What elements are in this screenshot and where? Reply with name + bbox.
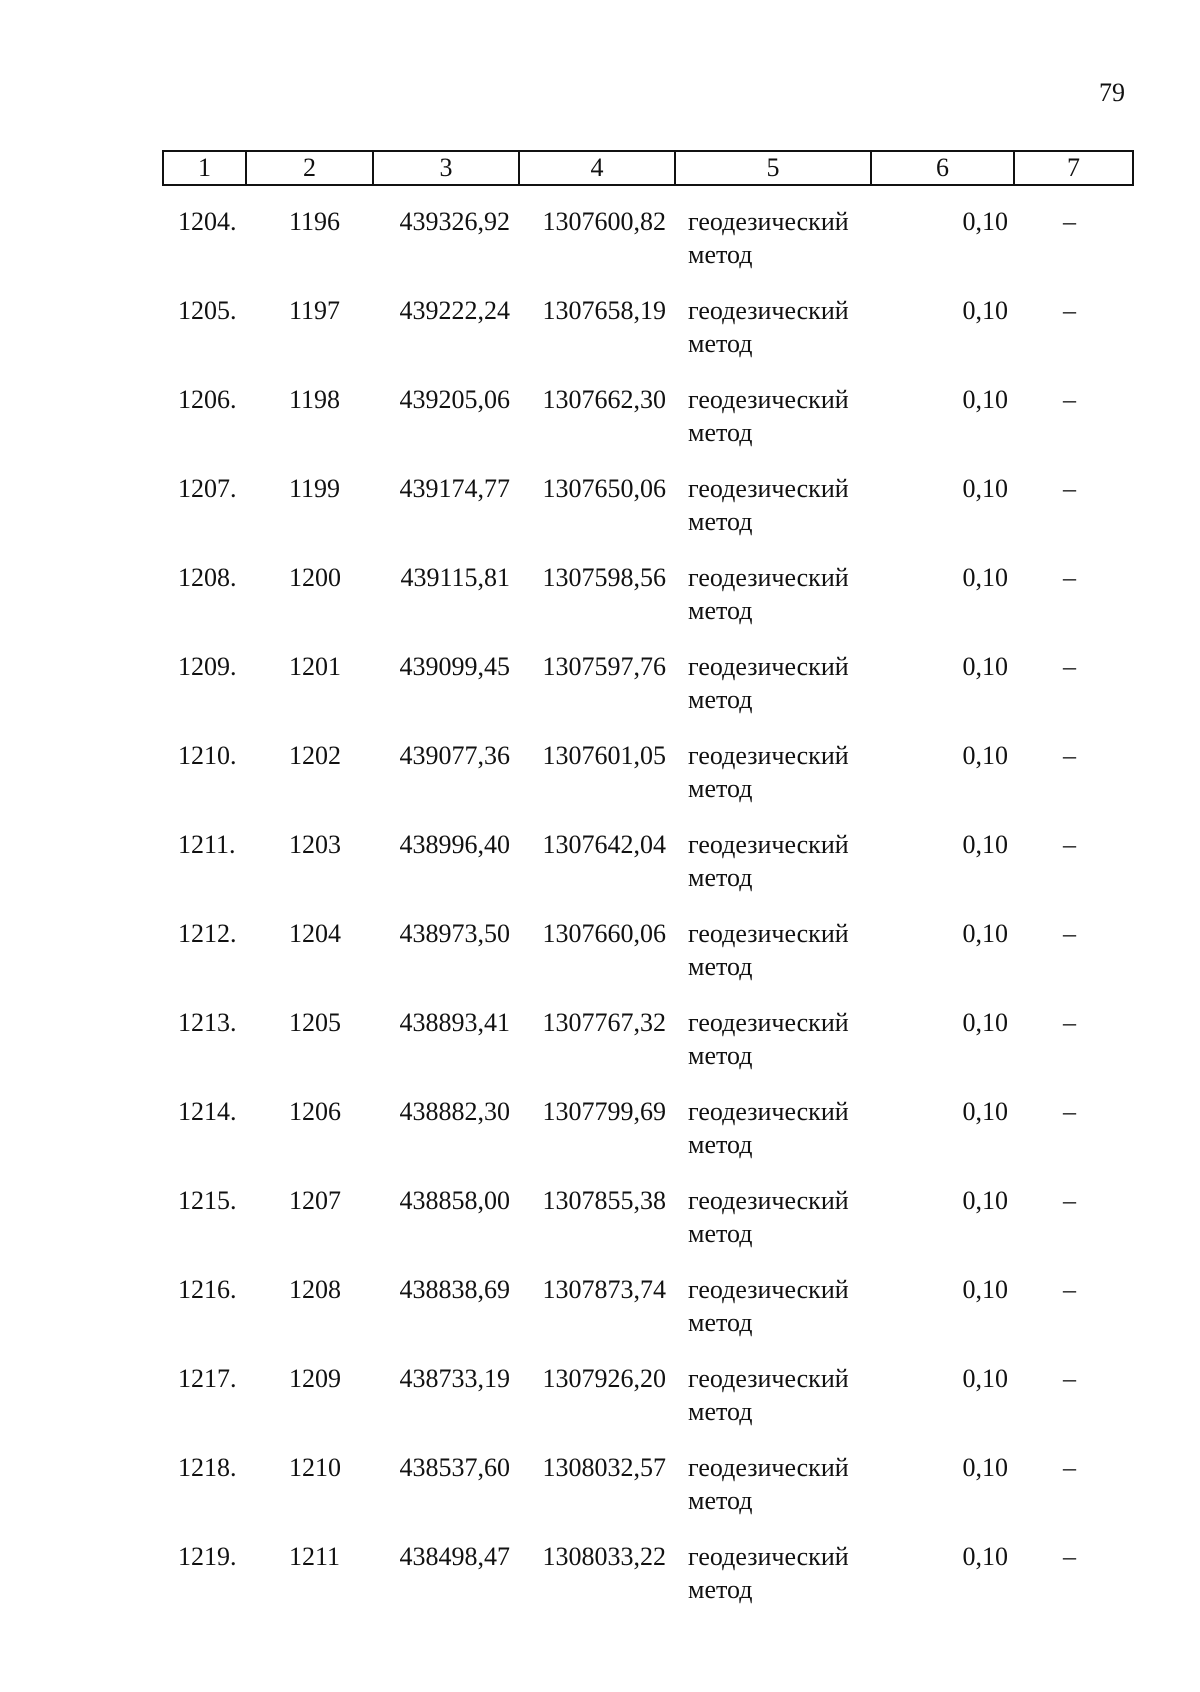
method-line-2: метод [688,952,753,981]
method-line-2: метод [688,685,753,714]
table-row [0,561,1200,650]
point-number: 1207. [178,474,237,503]
method [688,561,849,627]
accuracy: 0,10 [962,1542,1008,1571]
coordinate-y: 1308033,22 [542,1542,666,1571]
method-line-2: метод [688,1308,753,1337]
table-row [0,1362,1200,1451]
method-line-2: метод [688,507,753,536]
method-line-1: геодезический [688,1097,849,1126]
method-line-1: геодезический [688,296,849,325]
method-line-1: геодезический [688,830,849,859]
method [688,828,849,894]
header-col-3: 3 [373,151,519,185]
note: – [1063,919,1076,948]
note: – [1063,830,1076,859]
accuracy: 0,10 [962,1008,1008,1037]
method-line-1: геодезический [688,1186,849,1215]
note: – [1063,1542,1076,1571]
method [688,1006,849,1072]
table-row [0,205,1200,294]
note: – [1063,1364,1076,1393]
note: – [1063,1453,1076,1482]
vertex-number: 1199 [289,474,341,503]
method-line-1: геодезический [688,919,849,948]
accuracy: 0,10 [962,1364,1008,1393]
method [688,1540,849,1606]
accuracy: 0,10 [962,296,1008,325]
coordinate-x: 439174,77 [399,474,510,503]
coordinate-y: 1308032,57 [542,1453,666,1482]
method-line-1: геодезический [688,1008,849,1037]
method-line-1: геодезический [688,563,849,592]
point-number: 1217. [178,1364,237,1393]
method [688,1184,849,1250]
method-line-2: метод [688,863,753,892]
accuracy: 0,10 [962,1186,1008,1215]
accuracy: 0,10 [962,652,1008,681]
header-col-2: 2 [246,151,373,185]
vertex-number: 1197 [289,296,341,325]
header-col-5: 5 [675,151,871,185]
table-row [0,828,1200,917]
coordinate-y: 1307926,20 [542,1364,666,1393]
method-line-2: метод [688,1041,753,1070]
coordinate-x: 439326,92 [399,207,510,236]
note: – [1063,563,1076,592]
method-line-2: метод [688,418,753,447]
table-row [0,472,1200,561]
note: – [1063,652,1076,681]
coordinate-y: 1307660,06 [542,919,666,948]
note: – [1063,1008,1076,1037]
coordinate-x: 439115,81 [400,563,510,592]
point-number: 1218. [178,1453,237,1482]
method [688,205,849,271]
header-col-6: 6 [871,151,1014,185]
coordinate-x: 438893,41 [399,1008,510,1037]
method-line-2: метод [688,1130,753,1159]
method-line-1: геодезический [688,1542,849,1571]
vertex-number: 1200 [289,563,341,592]
vertex-number: 1203 [289,830,341,859]
note: – [1063,1186,1076,1215]
method-line-1: геодезический [688,207,849,236]
vertex-number: 1211 [289,1542,341,1571]
table-row [0,739,1200,828]
point-number: 1215. [178,1186,237,1215]
point-number: 1206. [178,385,237,414]
method-line-1: геодезический [688,652,849,681]
coordinate-y: 1307799,69 [542,1097,666,1126]
coordinate-x: 438733,19 [399,1364,510,1393]
vertex-number: 1210 [289,1453,341,1482]
accuracy: 0,10 [962,919,1008,948]
point-number: 1219. [178,1542,237,1571]
method-line-2: метод [688,1486,753,1515]
accuracy: 0,10 [962,1275,1008,1304]
note: – [1063,741,1076,770]
accuracy: 0,10 [962,830,1008,859]
note: – [1063,207,1076,236]
method [688,650,849,716]
note: – [1063,474,1076,503]
coordinate-y: 1307873,74 [542,1275,666,1304]
header-col-4: 4 [519,151,675,185]
method [688,1273,849,1339]
method [688,1451,849,1517]
coordinate-x: 438996,40 [399,830,510,859]
coordinate-y: 1307598,56 [542,563,666,592]
table-row [0,917,1200,1006]
note: – [1063,1275,1076,1304]
table-row [0,1184,1200,1273]
point-number: 1214. [178,1097,237,1126]
method-line-2: метод [688,596,753,625]
coordinate-x: 438882,30 [399,1097,510,1126]
coordinate-y: 1307855,38 [542,1186,666,1215]
note: – [1063,1097,1076,1126]
method-line-1: геодезический [688,1453,849,1482]
header-col-1: 1 [163,151,246,185]
vertex-number: 1201 [289,652,341,681]
method-line-1: геодезический [688,474,849,503]
method-line-2: метод [688,1397,753,1426]
point-number: 1209. [178,652,237,681]
vertex-number: 1198 [289,385,341,414]
method-line-2: метод [688,329,753,358]
method [688,917,849,983]
vertex-number: 1209 [289,1364,341,1393]
method [688,1095,849,1161]
method [688,294,849,360]
note: – [1063,385,1076,414]
table-row [0,294,1200,383]
table-row [0,1095,1200,1184]
method [688,383,849,449]
table-row [0,1006,1200,1095]
accuracy: 0,10 [962,1453,1008,1482]
coordinate-x: 439077,36 [399,741,510,770]
coordinate-x: 438537,60 [399,1453,510,1482]
coordinate-x: 439205,06 [399,385,510,414]
method-line-2: метод [688,240,753,269]
note: – [1063,296,1076,325]
coordinate-x: 439099,45 [399,652,510,681]
vertex-number: 1208 [289,1275,341,1304]
point-number: 1208. [178,563,237,592]
method [688,739,849,805]
table-row [0,1451,1200,1540]
method-line-1: геодезический [688,1275,849,1304]
point-number: 1211. [178,830,236,859]
table-body [0,205,1200,1629]
vertex-number: 1196 [289,207,341,236]
vertex-number: 1207 [289,1186,341,1215]
coordinate-x: 438858,00 [399,1186,510,1215]
accuracy: 0,10 [962,1097,1008,1126]
method-line-1: геодезический [688,741,849,770]
coordinate-y: 1307662,30 [542,385,666,414]
coordinate-y: 1307767,32 [542,1008,666,1037]
page-number: 79 [1099,78,1125,107]
point-number: 1212. [178,919,237,948]
method-line-1: геодезический [688,385,849,414]
point-number: 1213. [178,1008,237,1037]
coordinate-x: 438498,47 [399,1542,510,1571]
method-line-2: метод [688,1219,753,1248]
vertex-number: 1204 [289,919,341,948]
table-row [0,1273,1200,1362]
table-row [0,383,1200,472]
accuracy: 0,10 [962,385,1008,414]
coordinate-y: 1307601,05 [542,741,666,770]
method [688,472,849,538]
header-col-7: 7 [1014,151,1133,185]
point-number: 1205. [178,296,237,325]
vertex-number: 1202 [289,741,341,770]
method [688,1362,849,1428]
coordinate-x: 438973,50 [399,919,510,948]
coordinate-y: 1307597,76 [542,652,666,681]
accuracy: 0,10 [962,741,1008,770]
vertex-number: 1205 [289,1008,341,1037]
coordinate-y: 1307658,19 [542,296,666,325]
accuracy: 0,10 [962,207,1008,236]
table-row [0,1540,1200,1629]
accuracy: 0,10 [962,474,1008,503]
table-row [0,650,1200,739]
accuracy: 0,10 [962,563,1008,592]
coordinate-y: 1307650,06 [542,474,666,503]
method-line-2: метод [688,774,753,803]
coordinate-y: 1307642,04 [542,830,666,859]
coordinate-x: 439222,24 [399,296,510,325]
table-header [162,150,1134,186]
point-number: 1210. [178,741,237,770]
method-line-2: метод [688,1575,753,1604]
coordinate-y: 1307600,82 [542,207,666,236]
vertex-number: 1206 [289,1097,341,1126]
coordinate-x: 438838,69 [399,1275,510,1304]
method-line-1: геодезический [688,1364,849,1393]
point-number: 1204. [178,207,237,236]
point-number: 1216. [178,1275,237,1304]
